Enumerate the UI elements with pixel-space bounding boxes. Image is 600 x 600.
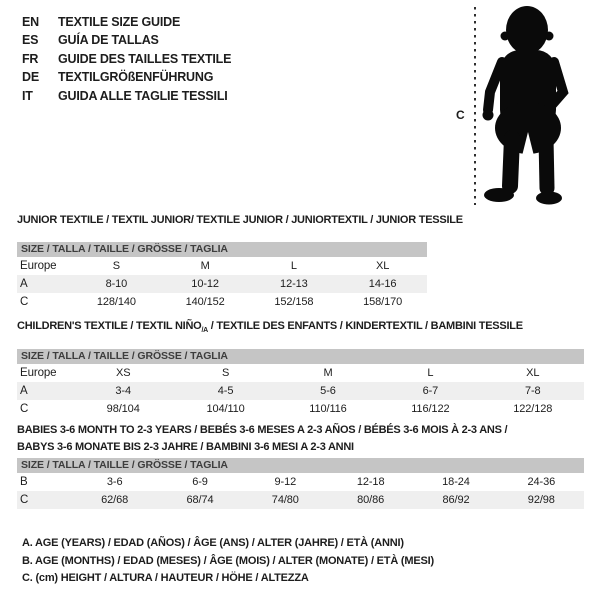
size-cell: S	[221, 367, 230, 380]
language-row	[22, 31, 231, 49]
language-code: EN	[22, 15, 39, 29]
section-title-line2: BABYS 3-6 MONATE BIS 2-3 JAHRE / BAMBINI 3-6 MESI A 2-3 ANNI	[17, 441, 354, 453]
section-babies-textile	[17, 424, 584, 509]
size-cell: 116/122	[411, 403, 450, 416]
footnote-b: B. AGE (MONTHS) / EDAD (MESES) / ÂGE (MOIS) / ALTER (MONATE) / ETÀ (MESI)	[22, 554, 434, 567]
section-title-text: CHILDREN'S TEXTILE / TEXTIL NIÑO	[17, 320, 202, 332]
size-cell: 24-36	[527, 476, 556, 488]
size-cell: S	[112, 260, 120, 272]
row-label: C	[20, 494, 29, 506]
size-cell: 86/92	[442, 494, 470, 506]
table-row	[17, 400, 584, 418]
size-cell: 158/170	[363, 296, 403, 308]
size-cell: 10-12	[191, 278, 219, 290]
children-size-table	[17, 364, 584, 418]
size-cell: 18-24	[442, 476, 470, 488]
size-cell: 3-6	[106, 476, 123, 488]
size-cell: 104/110	[206, 403, 245, 416]
table-row	[17, 382, 584, 400]
baby-silhouette-icon	[483, 6, 564, 205]
section-title	[17, 320, 584, 337]
size-cell: XL	[526, 367, 540, 380]
section-title-line1: BABIES 3-6 MONTH TO 2-3 YEARS / BEBÉS 3-6 MESES A 2-3 AÑOS / BÉBÉS 3-6 MOIS À 2-3 ANS /	[17, 424, 508, 436]
size-cell: 4-5	[217, 385, 234, 398]
footnote-a: A. AGE (YEARS) / EDAD (AÑOS) / ÂGE (ANS) / ALTER (JAHRE) / ETÀ (ANNI)	[22, 537, 404, 549]
row-label: Europe	[20, 367, 57, 380]
table-row	[17, 293, 427, 311]
language-code: ES	[22, 33, 39, 48]
size-cell: 62/68	[101, 494, 129, 506]
size-header-bar: SIZE / TALLA / TAILLE / GRÖSSE / TAGLIA	[17, 242, 427, 257]
size-header-bar: SIZE / TALLA / TAILLE / GRÖSSE / TAGLIA	[17, 458, 584, 473]
size-cell: 74/80	[271, 494, 299, 506]
size-cell: 7-8	[524, 385, 541, 398]
size-cell: 12-13	[280, 278, 308, 290]
language-code: DE	[22, 70, 39, 85]
guide-title-es: GUÍA DE TALLAS	[58, 33, 159, 48]
language-row	[22, 13, 231, 31]
babies-size-table	[17, 473, 584, 509]
table-row	[17, 473, 584, 491]
row-label: C	[20, 296, 29, 308]
size-cell: 152/158	[274, 296, 314, 308]
section-title: JUNIOR TEXTILE / TEXTIL JUNIOR/ TEXTILE JUNIOR / JUNIORTEXTIL / JUNIOR TESSILE	[17, 214, 463, 226]
language-row	[22, 87, 231, 105]
baby-figure-graphic	[450, 4, 570, 208]
height-measure-label: C	[456, 108, 465, 122]
size-cell: 8-10	[105, 278, 128, 290]
section-title-subscript: /A	[201, 327, 208, 335]
language-title-list	[22, 13, 231, 105]
row-label: A	[20, 385, 28, 398]
size-cell: 140/152	[185, 296, 225, 308]
size-cell: L	[427, 367, 434, 380]
footnote-legend	[22, 535, 434, 588]
size-cell: 5-6	[320, 385, 336, 398]
size-cell: 3-4	[115, 385, 131, 398]
section-childrens-textile	[17, 320, 584, 418]
language-code: FR	[22, 51, 39, 66]
language-row	[22, 68, 231, 86]
junior-size-table	[17, 257, 427, 311]
size-cell: M	[200, 260, 210, 272]
size-cell: 6-7	[422, 385, 439, 398]
row-label: Europe	[20, 260, 57, 272]
table-row	[17, 275, 427, 293]
row-label: B	[20, 476, 28, 488]
size-cell: 12-18	[356, 476, 385, 488]
size-cell: 68/74	[186, 494, 214, 506]
guide-title-it: GUIDA ALLE TAGLIE TESSILI	[58, 88, 228, 103]
size-cell: 122/128	[513, 403, 553, 416]
size-cell: M	[323, 367, 333, 380]
size-cell: 80/86	[357, 494, 385, 506]
section-title-text: / TEXTILE DES ENFANTS / KINDERTEXTIL / BAMBINI TESSILE	[207, 320, 523, 332]
language-code: IT	[22, 88, 33, 103]
footnote-c: C. (cm) HEIGHT / ALTURA / HAUTEUR / HÖHE / ALTEZZA	[22, 572, 309, 584]
size-cell: XL	[375, 260, 390, 272]
size-cell: 98/104	[106, 403, 140, 416]
size-cell: 14-16	[368, 278, 397, 290]
row-label: C	[20, 403, 29, 416]
size-cell: XS	[115, 367, 131, 380]
size-cell: 110/116	[309, 403, 347, 416]
row-label: A	[20, 278, 28, 290]
table-row	[17, 257, 427, 275]
size-cell: 128/140	[96, 296, 136, 308]
size-cell: 6-9	[192, 476, 208, 488]
size-cell: L	[290, 260, 297, 272]
size-cell: 92/98	[527, 494, 555, 506]
guide-title-fr: GUIDE DES TAILLES TEXTILE	[58, 51, 232, 66]
guide-title-de: TEXTILGRÖßENFÜHRUNG	[58, 70, 214, 85]
size-header-bar: SIZE / TALLA / TAILLE / GRÖSSE / TAGLIA	[17, 349, 584, 364]
size-cell: 9-12	[274, 476, 297, 488]
language-row	[22, 50, 231, 68]
table-row	[17, 364, 584, 382]
table-row	[17, 491, 584, 509]
section-junior-textile	[17, 214, 463, 311]
guide-title-en: TEXTILE SIZE GUIDE	[58, 15, 181, 29]
